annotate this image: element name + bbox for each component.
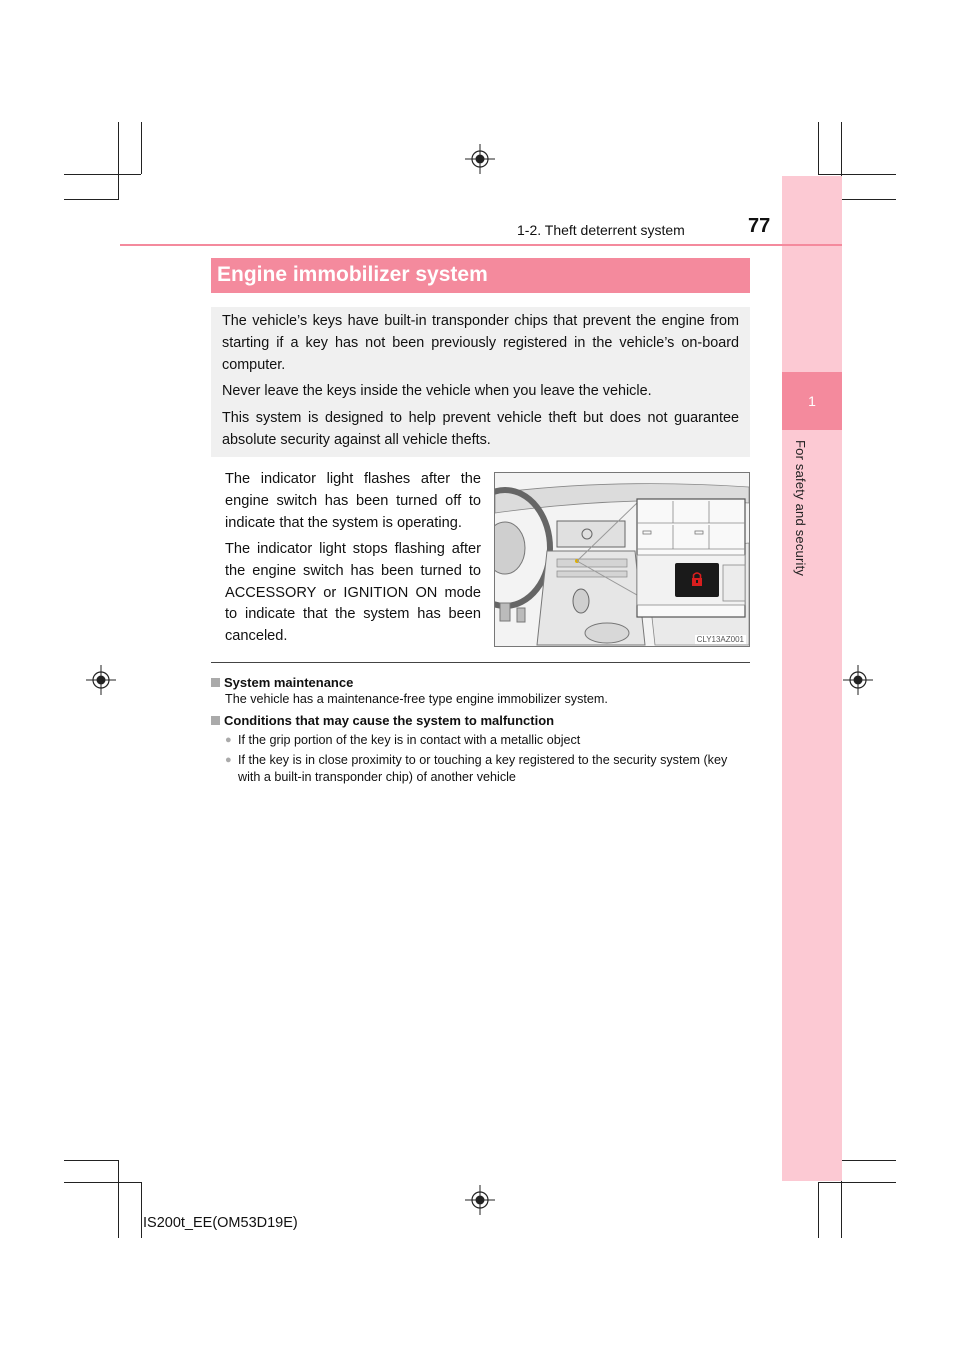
notes-section: [211, 672, 753, 786]
intro-paragraph: Never leave the keys inside the vehicle when you leave the vehicle.: [222, 383, 652, 400]
registration-mark-icon: [465, 144, 495, 174]
crop-mark: [141, 122, 142, 174]
crop-mark: [818, 122, 819, 174]
list-item: [211, 752, 753, 786]
crop-mark: [118, 122, 119, 200]
body-paragraph: The indicator light flashes after the engine switch has been turned off to indicate that the system is operating.: [225, 471, 481, 531]
body-paragraph: The indicator light stops flashing after the engine switch has been turned to ACCESSORY or IGNITION ON mode to indicate that the system has been canceled.: [225, 540, 481, 645]
section-divider: [211, 662, 750, 663]
section-title: Engine immobilizer system: [211, 258, 750, 293]
circle-bullet-icon: ●: [225, 754, 232, 766]
dashboard-illustration: [494, 472, 750, 647]
list-item-text: If the grip portion of the key is in contact with a metallic object: [238, 733, 581, 747]
body-text: [225, 469, 481, 652]
crop-mark: [118, 1160, 119, 1238]
crop-mark: [818, 1182, 896, 1183]
square-bullet-icon: [211, 716, 220, 725]
note-heading: [211, 674, 753, 691]
crop-mark: [64, 1160, 118, 1161]
dashboard-drawing: [495, 473, 749, 646]
crop-mark: [64, 174, 141, 175]
crop-mark: [818, 1182, 819, 1238]
intro-box: [211, 307, 750, 457]
chapter-title: For safety and security: [793, 440, 808, 577]
crop-mark: [841, 199, 896, 200]
note-text: The vehicle has a maintenance-free type engine immobilizer system.: [225, 692, 608, 706]
note-heading-text: System maintenance: [224, 675, 354, 690]
page-number: 77: [748, 215, 771, 237]
registration-mark-icon: [843, 665, 873, 695]
square-bullet-icon: [211, 678, 220, 687]
note-heading-text: Conditions that may cause the system to malfunction: [224, 713, 555, 728]
header-section-title: 1-2. Theft deterrent system: [517, 222, 685, 238]
list-item-text: If the key is in close proximity to or touching a key registered to the security system (key with a built-in transponder chip) of another vehicle: [238, 753, 728, 784]
crop-mark: [64, 1182, 141, 1183]
list-item: [211, 732, 753, 749]
intro-paragraph: The vehicle’s keys have built-in transponder chips that prevent the engine from starting if a key has not been previously registered in the vehicle’s on-board computer.: [222, 313, 739, 373]
registration-mark-icon: [86, 665, 116, 695]
crop-mark: [818, 174, 896, 175]
registration-mark-icon: [465, 1185, 495, 1215]
chapter-number: 1: [782, 372, 842, 430]
crop-mark: [64, 199, 118, 200]
chapter-side-tab: [782, 176, 842, 1181]
figure-code: CLY13AZ001: [696, 635, 744, 644]
crop-mark: [841, 1160, 896, 1161]
circle-bullet-icon: ●: [225, 734, 232, 746]
note-heading: [211, 712, 753, 729]
intro-paragraph: This system is designed to help prevent vehicle theft but does not guarantee absolute security against all vehicle thefts.: [222, 410, 739, 448]
crop-mark: [141, 1182, 142, 1238]
header-rule: [120, 244, 842, 246]
footer-code: IS200t_EE(OM53D19E): [143, 1215, 298, 1231]
